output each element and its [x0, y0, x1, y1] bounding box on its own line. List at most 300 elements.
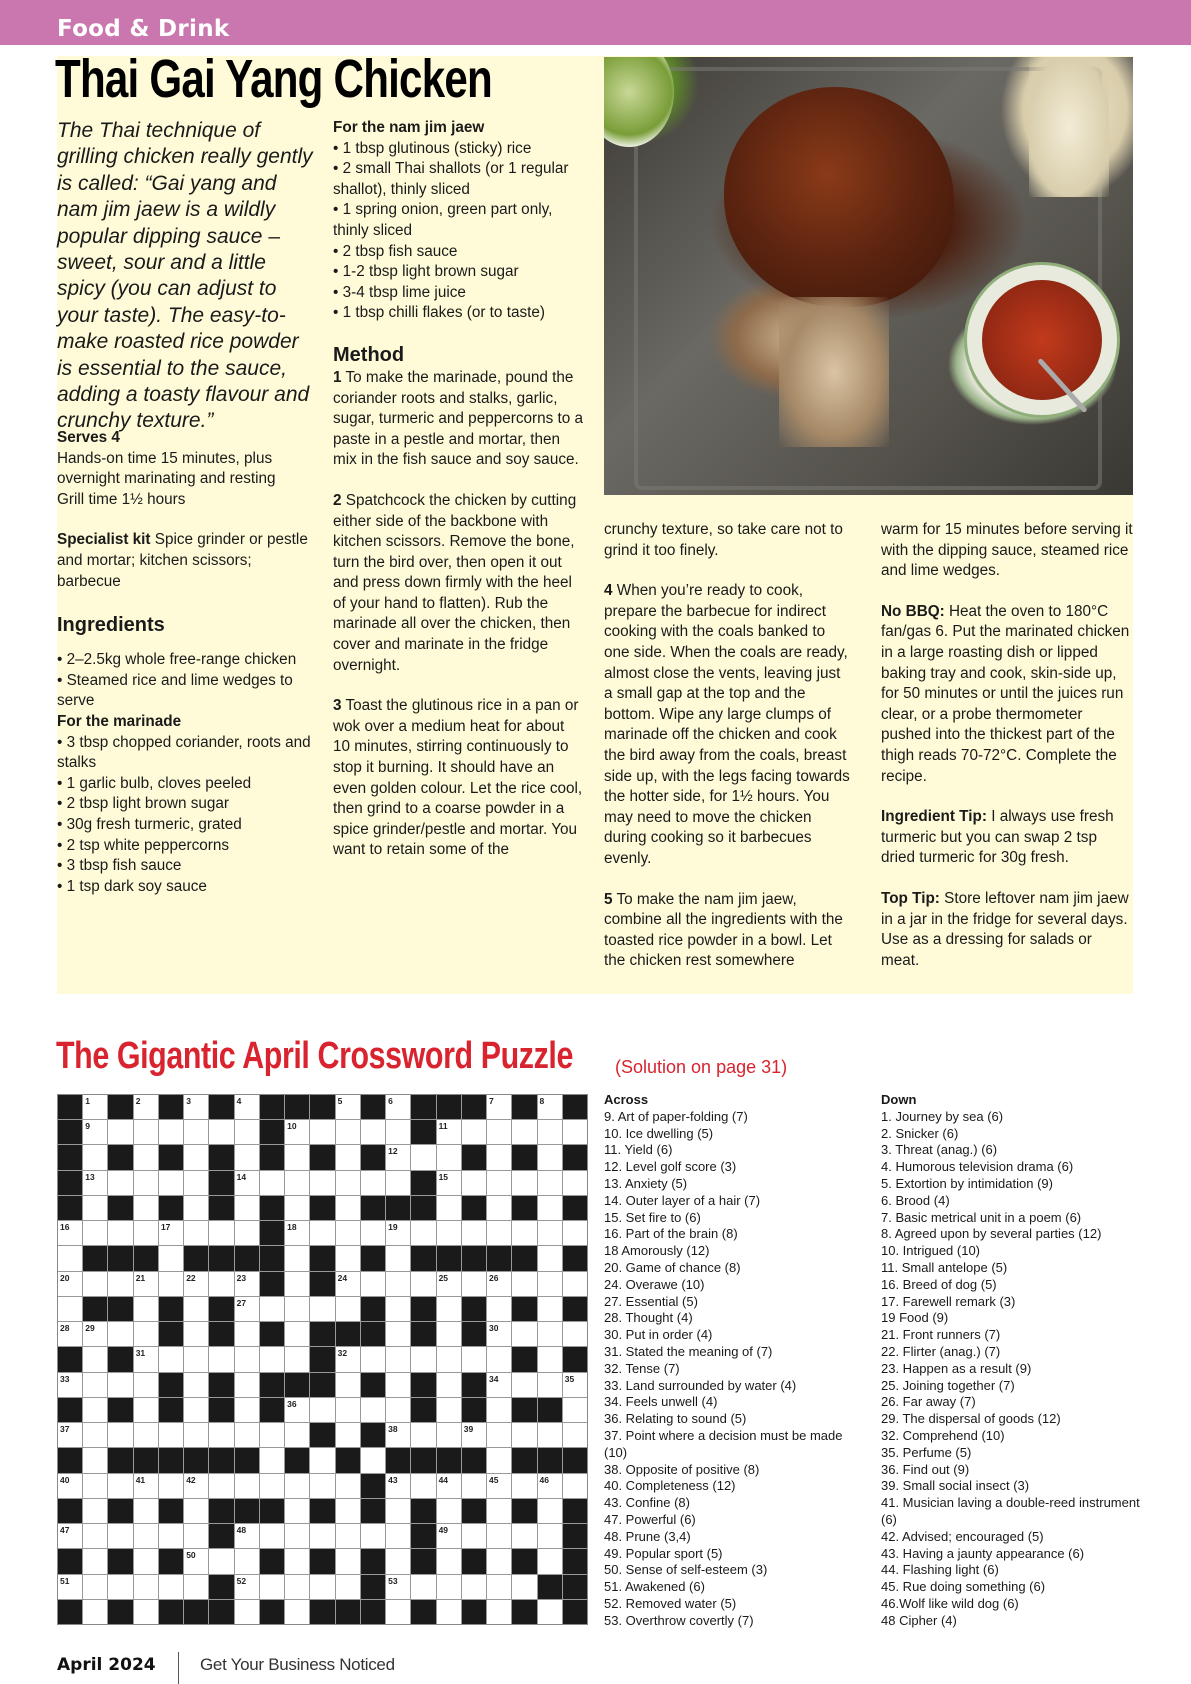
crossword-cell[interactable]: [487, 1297, 511, 1321]
crossword-cell[interactable]: [538, 1347, 562, 1371]
crossword-cell[interactable]: [336, 1524, 360, 1548]
crossword-cell[interactable]: [462, 1575, 486, 1599]
crossword-cell[interactable]: [487, 1145, 511, 1169]
crossword-cell[interactable]: [512, 1423, 536, 1447]
crossword-cell[interactable]: [285, 1524, 309, 1548]
crossword-cell[interactable]: [336, 1171, 360, 1195]
crossword-cell[interactable]: [437, 1145, 461, 1169]
crossword-cell[interactable]: [411, 1347, 435, 1371]
crossword-cell[interactable]: [83, 1373, 107, 1397]
crossword-cell[interactable]: [260, 1448, 284, 1472]
crossword-cell[interactable]: [134, 1347, 158, 1371]
crossword-cell[interactable]: [437, 1221, 461, 1245]
crossword-cell[interactable]: [487, 1095, 511, 1119]
crossword-cell[interactable]: [487, 1524, 511, 1548]
crossword-cell[interactable]: [538, 1600, 562, 1624]
crossword-cell[interactable]: [361, 1524, 385, 1548]
crossword-cell[interactable]: [159, 1221, 183, 1245]
crossword-cell[interactable]: [159, 1171, 183, 1195]
crossword-cell[interactable]: [563, 1171, 587, 1195]
crossword-cell[interactable]: [336, 1499, 360, 1523]
crossword-cell[interactable]: [159, 1575, 183, 1599]
crossword-cell[interactable]: [386, 1499, 410, 1523]
crossword-cell[interactable]: [437, 1474, 461, 1498]
clue-item: 38. Opposite of positive (8): [604, 1461, 760, 1477]
crossword-cell[interactable]: [184, 1297, 208, 1321]
crossword-cell[interactable]: [159, 1423, 183, 1447]
crossword-cell[interactable]: [361, 1272, 385, 1296]
crossword-block: [159, 1549, 183, 1573]
crossword-cell[interactable]: [83, 1272, 107, 1296]
crossword-cell[interactable]: [538, 1196, 562, 1220]
crossword-cell[interactable]: [134, 1549, 158, 1573]
crossword-cell[interactable]: [159, 1246, 183, 1270]
crossword-cell[interactable]: [462, 1524, 486, 1548]
crossword-cell[interactable]: [83, 1448, 107, 1472]
crossword-cell[interactable]: [134, 1272, 158, 1296]
crossword-cell[interactable]: [83, 1499, 107, 1523]
crossword-cell[interactable]: [285, 1575, 309, 1599]
crossword-cell[interactable]: [108, 1373, 132, 1397]
crossword-cell[interactable]: [336, 1246, 360, 1270]
crossword-cell[interactable]: [386, 1600, 410, 1624]
crossword-cell[interactable]: [159, 1524, 183, 1548]
crossword-cell[interactable]: [285, 1474, 309, 1498]
crossword-cell[interactable]: [83, 1524, 107, 1548]
crossword-cell[interactable]: [462, 1171, 486, 1195]
crossword-cell[interactable]: [336, 1575, 360, 1599]
crossword-cell[interactable]: [134, 1575, 158, 1599]
crossword-cell[interactable]: [58, 1246, 82, 1270]
crossword-cell[interactable]: [411, 1145, 435, 1169]
crossword-cell[interactable]: [310, 1398, 334, 1422]
crossword-cell[interactable]: [235, 1272, 259, 1296]
crossword-cell[interactable]: [336, 1398, 360, 1422]
crossword-block: [58, 1145, 82, 1169]
crossword-cell[interactable]: [310, 1221, 334, 1245]
crossword-cell[interactable]: [336, 1347, 360, 1371]
crossword-cell[interactable]: [563, 1272, 587, 1296]
crossword-cell[interactable]: [134, 1322, 158, 1346]
crossword-cell[interactable]: [487, 1221, 511, 1245]
crossword-cell[interactable]: [538, 1272, 562, 1296]
crossword-cell[interactable]: [336, 1474, 360, 1498]
crossword-cell[interactable]: [285, 1221, 309, 1245]
crossword-cell[interactable]: [235, 1095, 259, 1119]
crossword-cell[interactable]: [285, 1549, 309, 1573]
crossword-cell[interactable]: [209, 1423, 233, 1447]
crossword-cell[interactable]: [235, 1145, 259, 1169]
crossword-cell[interactable]: [108, 1474, 132, 1498]
clue-item: 9. Art of paper-folding (7): [604, 1108, 748, 1124]
crossword-block: [209, 1095, 233, 1119]
crossword-cell[interactable]: [235, 1221, 259, 1245]
crossword-cell[interactable]: [437, 1499, 461, 1523]
crossword-cell[interactable]: [512, 1524, 536, 1548]
crossword-cell[interactable]: [386, 1297, 410, 1321]
crossword-cell[interactable]: [538, 1145, 562, 1169]
crossword-cell[interactable]: [108, 1524, 132, 1548]
crossword-cell[interactable]: [83, 1549, 107, 1573]
crossword-cell[interactable]: [386, 1549, 410, 1573]
crossword-cell[interactable]: [285, 1120, 309, 1144]
crossword-cell[interactable]: [361, 1171, 385, 1195]
crossword-cell[interactable]: [235, 1171, 259, 1195]
crossword-cell[interactable]: [336, 1297, 360, 1321]
crossword-cell[interactable]: [487, 1398, 511, 1422]
crossword-cell[interactable]: [487, 1196, 511, 1220]
crossword-cell[interactable]: [538, 1221, 562, 1245]
crossword-cell[interactable]: [512, 1373, 536, 1397]
crossword-cell[interactable]: [487, 1448, 511, 1472]
crossword-cell[interactable]: [260, 1524, 284, 1548]
crossword-cell[interactable]: [411, 1474, 435, 1498]
crossword-cell[interactable]: [235, 1347, 259, 1371]
crossword-cell[interactable]: [487, 1499, 511, 1523]
crossword-cell[interactable]: [386, 1120, 410, 1144]
crossword-cell[interactable]: [108, 1120, 132, 1144]
crossword-cell[interactable]: [437, 1322, 461, 1346]
crossword-cell[interactable]: [108, 1171, 132, 1195]
crossword-cell[interactable]: [235, 1398, 259, 1422]
crossword-cell[interactable]: [184, 1398, 208, 1422]
crossword-cell[interactable]: [361, 1448, 385, 1472]
crossword-cell[interactable]: [83, 1145, 107, 1169]
crossword-cell[interactable]: [235, 1297, 259, 1321]
crossword-cell[interactable]: [512, 1575, 536, 1599]
crossword-cell[interactable]: [437, 1423, 461, 1447]
crossword-cell[interactable]: [83, 1221, 107, 1245]
crossword-cell[interactable]: [386, 1398, 410, 1422]
crossword-cell[interactable]: [336, 1120, 360, 1144]
crossword-cell[interactable]: [134, 1221, 158, 1245]
crossword-cell[interactable]: [437, 1524, 461, 1548]
down-heading: Down: [881, 1092, 917, 1107]
crossword-cell[interactable]: [184, 1120, 208, 1144]
crossword-cell[interactable]: [235, 1474, 259, 1498]
crossword-cell[interactable]: [285, 1145, 309, 1169]
clue-number: 4: [236, 1096, 242, 1106]
crossword-grid[interactable]: [57, 1094, 588, 1625]
clue-item: 6. Brood (4): [881, 1192, 950, 1208]
crossword-cell[interactable]: [159, 1474, 183, 1498]
crossword-cell[interactable]: [235, 1120, 259, 1144]
crossword-cell[interactable]: [260, 1575, 284, 1599]
crossword-cell[interactable]: [538, 1322, 562, 1346]
crossword-cell[interactable]: [134, 1095, 158, 1119]
crossword-cell[interactable]: [563, 1373, 587, 1397]
crossword-cell[interactable]: [462, 1272, 486, 1296]
crossword-cell[interactable]: [563, 1398, 587, 1422]
crossword-cell[interactable]: [437, 1575, 461, 1599]
crossword-cell[interactable]: [336, 1423, 360, 1447]
crossword-cell[interactable]: [310, 1474, 334, 1498]
crossword-cell[interactable]: [411, 1272, 435, 1296]
crossword-cell[interactable]: [462, 1474, 486, 1498]
crossword-cell[interactable]: [184, 1575, 208, 1599]
crossword-cell[interactable]: [108, 1423, 132, 1447]
crossword-cell[interactable]: [58, 1272, 82, 1296]
crossword-cell[interactable]: [538, 1474, 562, 1498]
crossword-cell[interactable]: [108, 1575, 132, 1599]
crossword-cell[interactable]: [538, 1549, 562, 1573]
crossword-cell[interactable]: [538, 1095, 562, 1119]
crossword-cell[interactable]: [386, 1347, 410, 1371]
crossword-cell[interactable]: [487, 1322, 511, 1346]
crossword-cell[interactable]: [209, 1347, 233, 1371]
crossword-cell[interactable]: [361, 1120, 385, 1144]
crossword-cell[interactable]: [184, 1474, 208, 1498]
crossword-block: [563, 1575, 587, 1599]
crossword-cell[interactable]: [386, 1423, 410, 1447]
crossword-cell[interactable]: [437, 1373, 461, 1397]
crossword-cell[interactable]: [83, 1322, 107, 1346]
crossword-cell[interactable]: [386, 1322, 410, 1346]
crossword-cell[interactable]: [184, 1549, 208, 1573]
crossword-cell[interactable]: [184, 1524, 208, 1548]
crossword-cell[interactable]: [462, 1347, 486, 1371]
crossword-cell[interactable]: [209, 1549, 233, 1573]
crossword-cell[interactable]: [285, 1499, 309, 1523]
crossword-cell[interactable]: [285, 1398, 309, 1422]
crossword-cell[interactable]: [58, 1423, 82, 1447]
crossword-cell[interactable]: [260, 1347, 284, 1371]
crossword-cell[interactable]: [437, 1600, 461, 1624]
crossword-cell[interactable]: [184, 1145, 208, 1169]
crossword-cell[interactable]: [487, 1120, 511, 1144]
crossword-cell[interactable]: [159, 1120, 183, 1144]
clue-item: 16. Part of the brain (8): [604, 1226, 738, 1242]
crossword-cell[interactable]: [336, 1196, 360, 1220]
crossword-cell[interactable]: [285, 1246, 309, 1270]
crossword-cell[interactable]: [260, 1423, 284, 1447]
crossword-cell[interactable]: [134, 1398, 158, 1422]
crossword-cell[interactable]: [134, 1196, 158, 1220]
crossword-cell[interactable]: [512, 1120, 536, 1144]
crossword-cell[interactable]: [563, 1322, 587, 1346]
crossword-block: [512, 1196, 536, 1220]
crossword-cell[interactable]: [386, 1145, 410, 1169]
crossword-cell[interactable]: [411, 1575, 435, 1599]
hands-on-time: Hands-on time 15 minutes, plus overnight marinating and resting: [57, 449, 276, 488]
crossword-cell[interactable]: [134, 1297, 158, 1321]
crossword-cell[interactable]: [462, 1221, 486, 1245]
crossword-cell[interactable]: [83, 1095, 107, 1119]
crossword-cell[interactable]: [437, 1297, 461, 1321]
crossword-cell[interactable]: [235, 1423, 259, 1447]
crossword-cell[interactable]: [386, 1373, 410, 1397]
crossword-cell[interactable]: [235, 1524, 259, 1548]
crossword-cell[interactable]: [134, 1600, 158, 1624]
crossword-cell[interactable]: [538, 1524, 562, 1548]
crossword-cell[interactable]: [285, 1423, 309, 1447]
crossword-cell[interactable]: [487, 1373, 511, 1397]
crossword-cell[interactable]: [310, 1171, 334, 1195]
crossword-cell[interactable]: [134, 1120, 158, 1144]
crossword-cell[interactable]: [386, 1575, 410, 1599]
crossword-cell[interactable]: [184, 1499, 208, 1523]
clue-number: 34: [489, 1373, 499, 1384]
crossword-cell[interactable]: [209, 1474, 233, 1498]
crossword-cell[interactable]: [462, 1120, 486, 1144]
crossword-cell[interactable]: [310, 1448, 334, 1472]
crossword-cell[interactable]: [235, 1600, 259, 1624]
crossword-cell[interactable]: [285, 1322, 309, 1346]
crossword-cell[interactable]: [538, 1297, 562, 1321]
crossword-cell[interactable]: [285, 1196, 309, 1220]
crossword-cell[interactable]: [563, 1221, 587, 1245]
crossword-cell[interactable]: [285, 1600, 309, 1624]
crossword-cell[interactable]: [487, 1272, 511, 1296]
crossword-cell[interactable]: [386, 1171, 410, 1195]
crossword-cell[interactable]: [361, 1398, 385, 1422]
crossword-cell[interactable]: [134, 1423, 158, 1447]
crossword-cell[interactable]: [184, 1373, 208, 1397]
crossword-cell[interactable]: [209, 1221, 233, 1245]
crossword-block: [134, 1448, 158, 1472]
crossword-cell[interactable]: [487, 1474, 511, 1498]
crossword-cell[interactable]: [58, 1322, 82, 1346]
crossword-cell[interactable]: [260, 1474, 284, 1498]
crossword-cell[interactable]: [386, 1221, 410, 1245]
crossword-cell[interactable]: [58, 1474, 82, 1498]
crossword-cell[interactable]: [134, 1145, 158, 1169]
crossword-cell[interactable]: [336, 1145, 360, 1169]
crossword-cell[interactable]: [184, 1221, 208, 1245]
crossword-cell[interactable]: [563, 1474, 587, 1498]
crossword-cell[interactable]: [108, 1272, 132, 1296]
crossword-cell[interactable]: [260, 1297, 284, 1321]
crossword-cell[interactable]: [58, 1524, 82, 1548]
crossword-cell[interactable]: [134, 1499, 158, 1523]
crossword-cell[interactable]: [336, 1373, 360, 1397]
crossword-cell[interactable]: [83, 1423, 107, 1447]
crossword-cell[interactable]: [134, 1474, 158, 1498]
crossword-cell[interactable]: [209, 1120, 233, 1144]
crossword-cell[interactable]: [108, 1322, 132, 1346]
crossword-cell[interactable]: [538, 1373, 562, 1397]
crossword-cell[interactable]: [538, 1423, 562, 1447]
crossword-cell[interactable]: [386, 1246, 410, 1270]
crossword-cell[interactable]: [487, 1171, 511, 1195]
crossword-cell[interactable]: [411, 1423, 435, 1447]
crossword-cell[interactable]: [538, 1120, 562, 1144]
crossword-cell[interactable]: [83, 1474, 107, 1498]
crossword-cell[interactable]: [235, 1549, 259, 1573]
crossword-cell[interactable]: [58, 1221, 82, 1245]
crossword-cell[interactable]: [538, 1246, 562, 1270]
crossword-cell[interactable]: [235, 1373, 259, 1397]
crossword-cell[interactable]: [83, 1398, 107, 1422]
crossword-cell[interactable]: [512, 1221, 536, 1245]
crossword-cell[interactable]: [159, 1272, 183, 1296]
crossword-cell[interactable]: [386, 1272, 410, 1296]
crossword-cell[interactable]: [108, 1221, 132, 1245]
crossword-cell[interactable]: [83, 1196, 107, 1220]
crossword-cell[interactable]: [58, 1575, 82, 1599]
crossword-cell[interactable]: [487, 1600, 511, 1624]
crossword-cell[interactable]: [437, 1120, 461, 1144]
crossword-cell[interactable]: [310, 1575, 334, 1599]
crossword-cell[interactable]: [336, 1549, 360, 1573]
crossword-cell[interactable]: [184, 1171, 208, 1195]
crossword-cell[interactable]: [209, 1272, 233, 1296]
crossword-cell[interactable]: [260, 1171, 284, 1195]
crossword-cell[interactable]: [83, 1347, 107, 1371]
crossword-cell[interactable]: [285, 1347, 309, 1371]
crossword-cell[interactable]: [235, 1196, 259, 1220]
crossword-cell[interactable]: [285, 1297, 309, 1321]
crossword-cell[interactable]: [184, 1272, 208, 1296]
crossword-cell[interactable]: [487, 1423, 511, 1447]
crossword-cell[interactable]: [512, 1171, 536, 1195]
crossword-cell[interactable]: [437, 1347, 461, 1371]
crossword-cell[interactable]: [411, 1221, 435, 1245]
crossword-cell[interactable]: [386, 1095, 410, 1119]
crossword-block: [108, 1600, 132, 1624]
crossword-cell[interactable]: [310, 1524, 334, 1548]
crossword-cell[interactable]: [83, 1120, 107, 1144]
crossword-cell[interactable]: [184, 1423, 208, 1447]
crossword-cell[interactable]: [512, 1322, 536, 1346]
crossword-cell[interactable]: [184, 1095, 208, 1119]
crossword-cell[interactable]: [235, 1575, 259, 1599]
crossword-cell[interactable]: [437, 1549, 461, 1573]
crossword-cell[interactable]: [386, 1524, 410, 1548]
crossword-cell[interactable]: [235, 1322, 259, 1346]
crossword-cell[interactable]: [310, 1297, 334, 1321]
crossword-cell[interactable]: [83, 1575, 107, 1599]
crossword-cell[interactable]: [134, 1524, 158, 1548]
crossword-block: [512, 1145, 536, 1169]
crossword-cell[interactable]: [386, 1474, 410, 1498]
crossword-cell[interactable]: [487, 1549, 511, 1573]
crossword-cell[interactable]: [437, 1196, 461, 1220]
crossword-cell[interactable]: [58, 1297, 82, 1321]
crossword-cell[interactable]: [538, 1499, 562, 1523]
crossword-cell[interactable]: [285, 1272, 309, 1296]
crossword-cell[interactable]: [310, 1120, 334, 1144]
crossword-block: [336, 1448, 360, 1472]
crossword-cell[interactable]: [563, 1423, 587, 1447]
crossword-cell[interactable]: [512, 1474, 536, 1498]
crossword-cell[interactable]: [361, 1221, 385, 1245]
crossword-cell[interactable]: [512, 1272, 536, 1296]
crossword-cell[interactable]: [83, 1600, 107, 1624]
crossword-cell[interactable]: [538, 1171, 562, 1195]
crossword-cell[interactable]: [159, 1347, 183, 1371]
crossword-cell[interactable]: [437, 1398, 461, 1422]
crossword-cell[interactable]: [184, 1196, 208, 1220]
crossword-cell[interactable]: [487, 1347, 511, 1371]
crossword-cell[interactable]: [134, 1171, 158, 1195]
crossword-cell[interactable]: [83, 1171, 107, 1195]
crossword-cell[interactable]: [487, 1575, 511, 1599]
crossword-cell[interactable]: [184, 1322, 208, 1346]
crossword-cell[interactable]: [336, 1095, 360, 1119]
crossword-cell[interactable]: [437, 1272, 461, 1296]
crossword-cell[interactable]: [58, 1373, 82, 1397]
crossword-cell[interactable]: [336, 1221, 360, 1245]
crossword-cell[interactable]: [134, 1373, 158, 1397]
crossword-cell[interactable]: [184, 1347, 208, 1371]
crossword-cell[interactable]: [285, 1171, 309, 1195]
crossword-cell[interactable]: [437, 1171, 461, 1195]
crossword-cell[interactable]: [361, 1347, 385, 1371]
crossword-cell[interactable]: [336, 1272, 360, 1296]
crossword-cell[interactable]: [462, 1423, 486, 1447]
crossword-cell[interactable]: [563, 1120, 587, 1144]
